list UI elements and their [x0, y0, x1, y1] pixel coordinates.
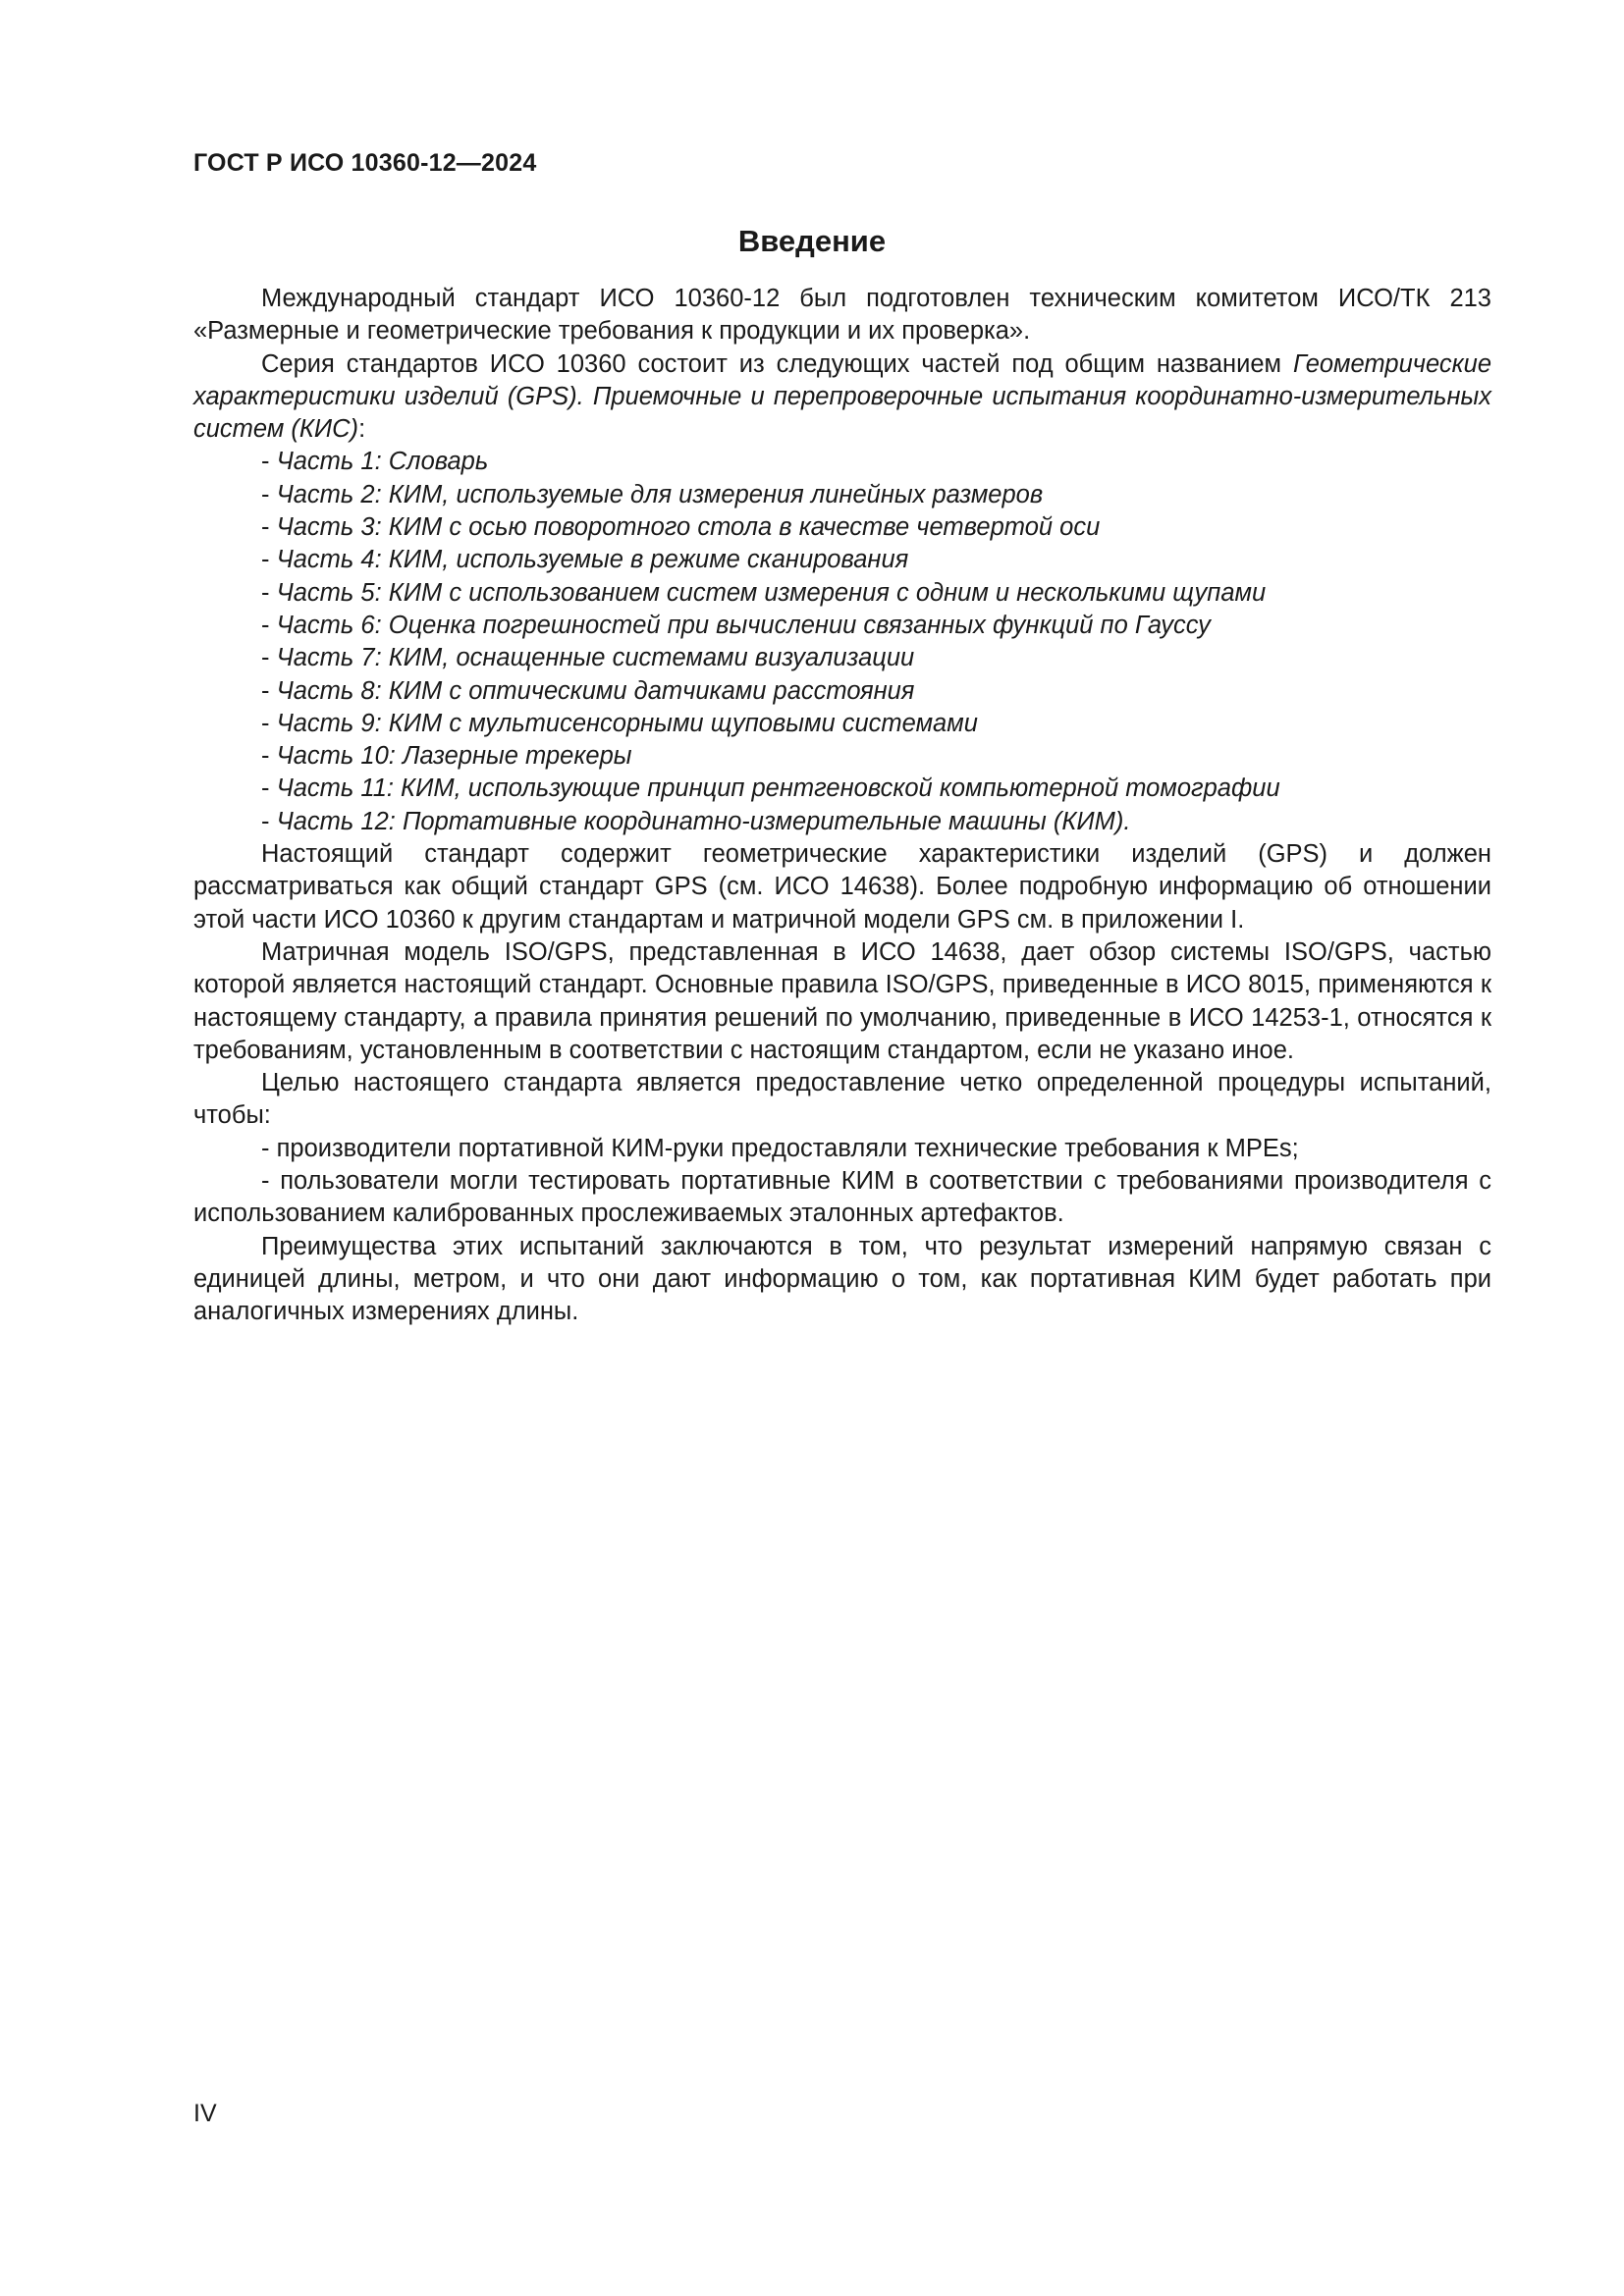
list-dash: -	[261, 742, 277, 771]
list-dash: -	[261, 480, 277, 508]
list-item-text: Часть 10: Лазерные трекеры	[276, 742, 632, 771]
list-item	[261, 577, 1491, 610]
document-body	[193, 283, 1491, 1329]
list-item	[261, 773, 1491, 805]
document-header: ГОСТ Р ИСО 10360-12—2024	[193, 149, 537, 177]
list-dash: -	[261, 611, 277, 639]
body-paragraph-7: - пользователи могли тестировать портативные КИМ в соответствии с требованиями производителя с использованием калиброванных прослеживаемых эталонных артефактов.	[193, 1167, 1491, 1228]
list-item	[261, 610, 1491, 642]
list-item-text: Часть 5: КИМ с использованием систем измерения с одним и несколькими щупами	[276, 578, 1267, 607]
list-item	[261, 511, 1491, 544]
list-dash: -	[261, 709, 277, 737]
list-item-text: Часть 4: КИМ, используемые в режиме сканирования	[276, 546, 909, 574]
body-paragraph-4: Матричная модель ISO/GPS, представленная в ИСО 14638, дает обзор системы ISO/GPS, частью которой является настоящий стандарт. Основные правила ISO/GPS, приведенные в ИСО 8015, применяются к настоящему стандарту, а правила принятия решений по умолчанию, приведенные в ИСО 14253-1, относятся к требованиям, установленным в соответствии с настоящим стандартом, если не указано иное.	[193, 937, 1491, 1064]
list-dash: -	[261, 644, 277, 672]
list-dash: -	[261, 774, 277, 803]
list-item-text: Часть 3: КИМ с осью поворотного стола в качестве четвертой оси	[276, 513, 1101, 542]
list-dash: -	[261, 448, 277, 476]
list-dash: -	[261, 807, 277, 835]
list-dash: -	[261, 513, 277, 542]
intro-paragraph-2	[193, 348, 1491, 447]
intro-paragraph-1: Международный стандарт ИСО 10360-12 был подготовлен техническим комитетом ИСО/ТК 213 «Размерные и геометрические требования к продукции и их проверка».	[193, 285, 1491, 346]
list-item-text: Часть 6: Оценка погрешностей при вычислении связанных функций по Гауссу	[276, 611, 1211, 639]
series-title: Геометрические характеристики изделий (GPS). Приемочные и перепроверочные испытания координатно-измерительных систем (КИС)	[193, 349, 1491, 444]
list-item	[261, 740, 1491, 773]
body-paragraph-8: Преимущества этих испытаний заключаются в том, что результат измерений напрямую связан с единицей длины, метром, и что они дают информацию о том, как портативная КИМ будет работать при аналогичных измерениях длины.	[193, 1232, 1491, 1326]
list-item	[261, 675, 1491, 708]
section-title: Введение	[737, 224, 887, 258]
list-item	[261, 806, 1491, 838]
list-item	[261, 479, 1491, 511]
list-item-text: Часть 9: КИМ с мультисенсорными щуповыми системами	[276, 709, 978, 737]
intro-paragraph-2-suffix: :	[358, 415, 366, 444]
body-paragraph-6: - производители портативной КИМ-руки предоставляли технические требования к MPEs;	[261, 1134, 1299, 1162]
page-number: IV	[193, 2100, 217, 2127]
intro-paragraph-2-prefix: Серия стандартов ИСО 10360 состоит из следующих частей под общим названием	[261, 349, 1293, 378]
list-item-text: Часть 2: КИМ, используемые для измерения линейных размеров	[276, 480, 1044, 508]
body-paragraph-5: Целью настоящего стандарта является предоставление четко определенной процедуры испытаний, чтобы:	[193, 1069, 1491, 1130]
list-item	[261, 544, 1491, 576]
body-paragraph-3: Настоящий стандарт содержит геометрические характеристики изделий (GPS) и должен рассматриваться как общий стандарт GPS (см. ИСО 14638). Более подробную информацию об отношении этой части ИСО 10360 к другим стандартам и матричной модели GPS см. в приложении I.	[193, 840, 1491, 934]
list-item-text: Часть 12: Портативные координатно-измерительные машины (КИМ).	[276, 807, 1131, 835]
list-dash: -	[261, 546, 277, 574]
list-item-text: Часть 1: Словарь	[276, 448, 489, 476]
list-item	[261, 642, 1491, 674]
list-item-text: Часть 8: КИМ с оптическими датчиками расстояния	[276, 676, 915, 705]
list-item	[261, 446, 1491, 478]
list-dash: -	[261, 676, 277, 705]
list-item-text: Часть 7: КИМ, оснащенные системами визуализации	[276, 644, 915, 672]
parts-list	[193, 446, 1491, 838]
list-item	[261, 708, 1491, 740]
list-item-text: Часть 11: КИМ, использующие принцип рентгеновской компьютерной томографии	[276, 774, 1280, 803]
list-dash: -	[261, 578, 277, 607]
